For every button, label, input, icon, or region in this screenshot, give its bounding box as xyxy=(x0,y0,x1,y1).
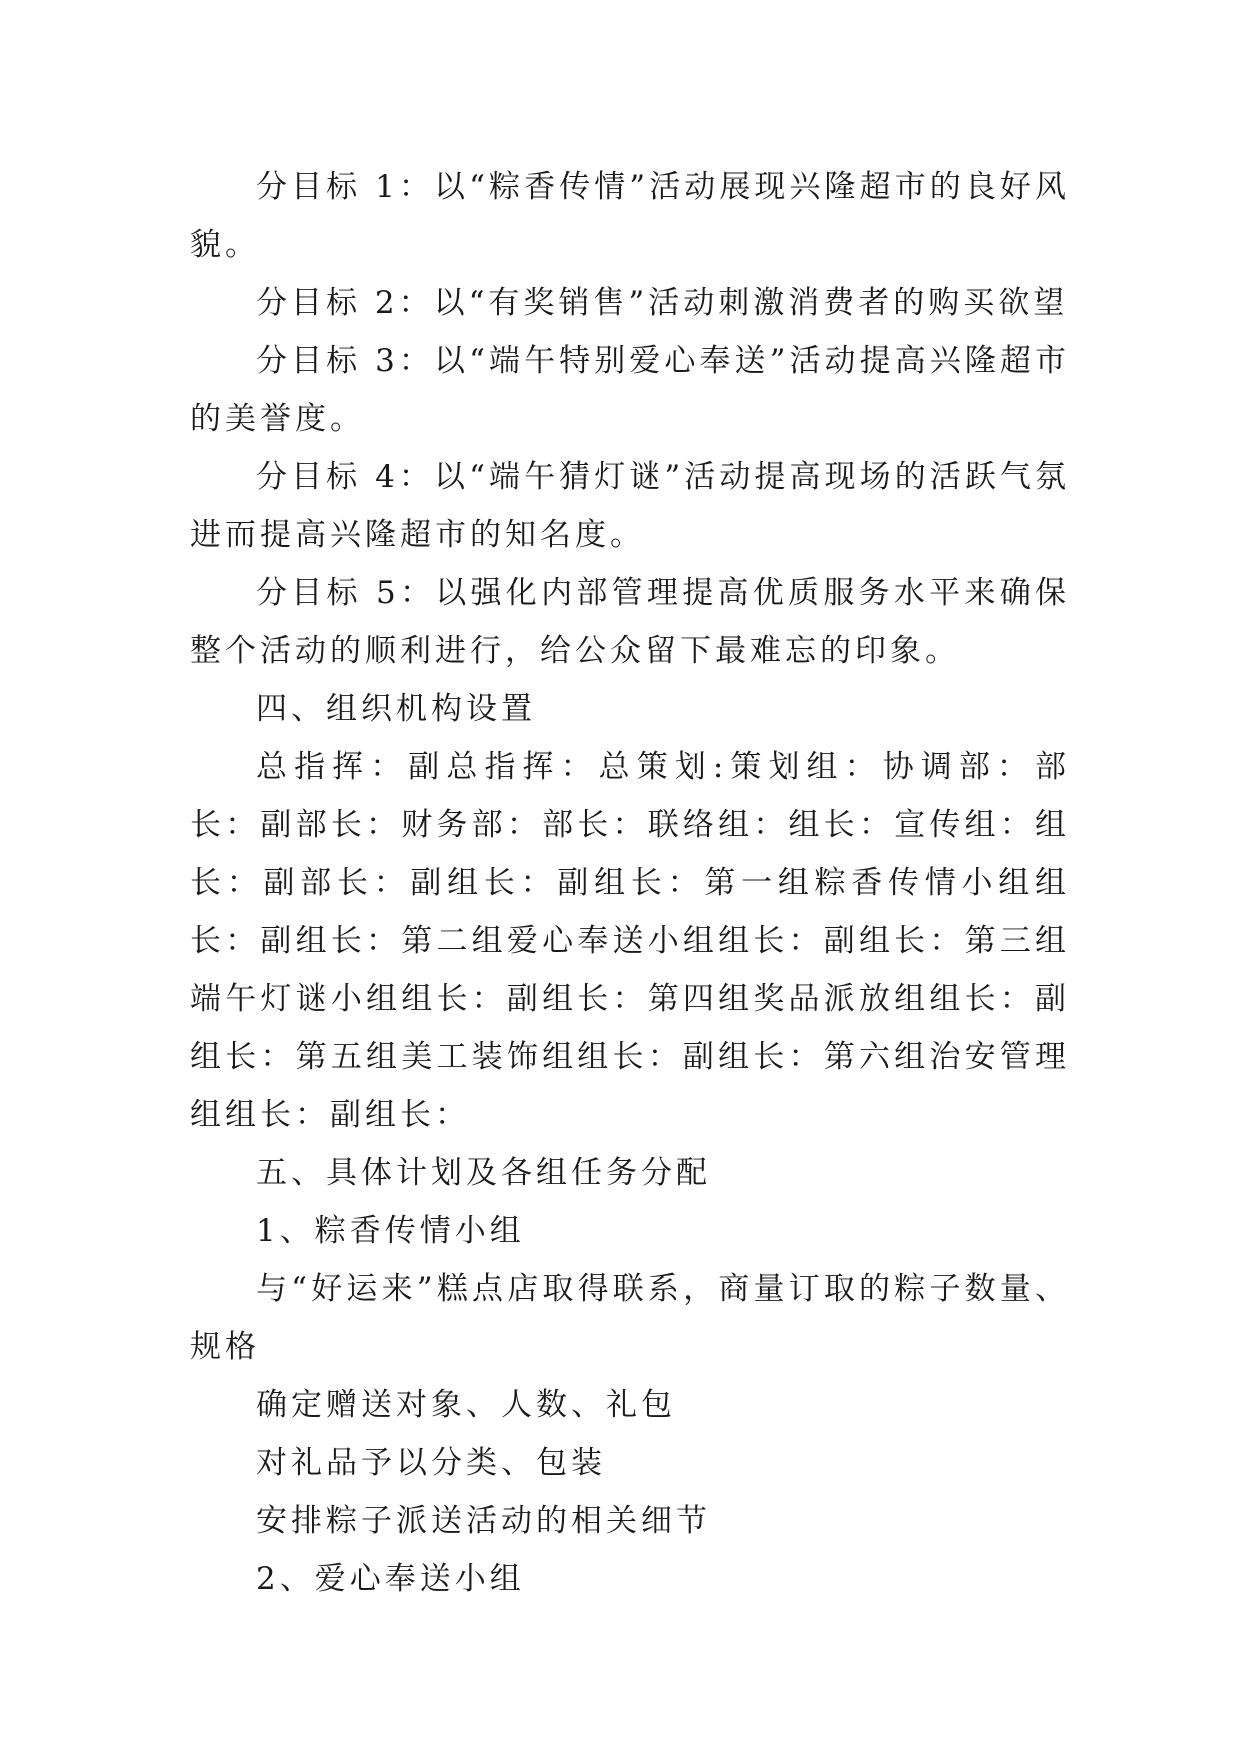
group-1-task-details: 安排粽子派送活动的相关细节 xyxy=(256,1503,711,1539)
group-1-task-contact: 与“好运来”糕点店取得联系，商量订取的粽子数量、规格 xyxy=(190,1271,1070,1365)
document-body xyxy=(190,158,1070,1608)
group-2-heading: 2、爱心奉送小组 xyxy=(256,1561,525,1597)
organization-paragraph: 总指挥：副总指挥：总策划:策划组：协调部：部长：副部长：财务部：部长：联络组：组长：宣传组：组长：副部长：副组长：副组长：第一组粽香传情小组组长：副组长：第二组爱心奉送小组组长：副组长：第三组端午灯谜小组组长：副组长：第四组奖品派放组组长：副组长：第五组美工装饰组组长：副组长：第六组治安管理组组长：副组长： xyxy=(190,749,1070,1133)
goal-5-paragraph: 分目标 5：以强化内部管理提高优质服务水平来确保整个活动的顺利进行，给公众留下最难忘的印象。 xyxy=(190,575,1070,669)
group-1-task-recipients: 确定赠送对象、人数、礼包 xyxy=(256,1387,676,1423)
section-5-heading: 五、具体计划及各组任务分配 xyxy=(256,1155,711,1191)
goal-1-paragraph: 分目标 1：以“粽香传情”活动展现兴隆超市的良好风貌。 xyxy=(190,169,1070,263)
group-1-heading: 1、粽香传情小组 xyxy=(256,1213,525,1249)
goal-4-paragraph: 分目标 4：以“端午猜灯谜”活动提高现场的活跃气氛进而提高兴隆超市的知名度。 xyxy=(190,459,1070,553)
goal-3-paragraph: 分目标 3：以“端午特别爱心奉送”活动提高兴隆超市的美誉度。 xyxy=(190,343,1070,437)
goal-2-paragraph: 分目标 2：以“有奖销售”活动刺激消费者的购买欲望 xyxy=(256,285,1069,321)
group-1-task-packaging: 对礼品予以分类、包装 xyxy=(256,1445,606,1481)
section-4-heading: 四、组织机构设置 xyxy=(256,691,536,727)
